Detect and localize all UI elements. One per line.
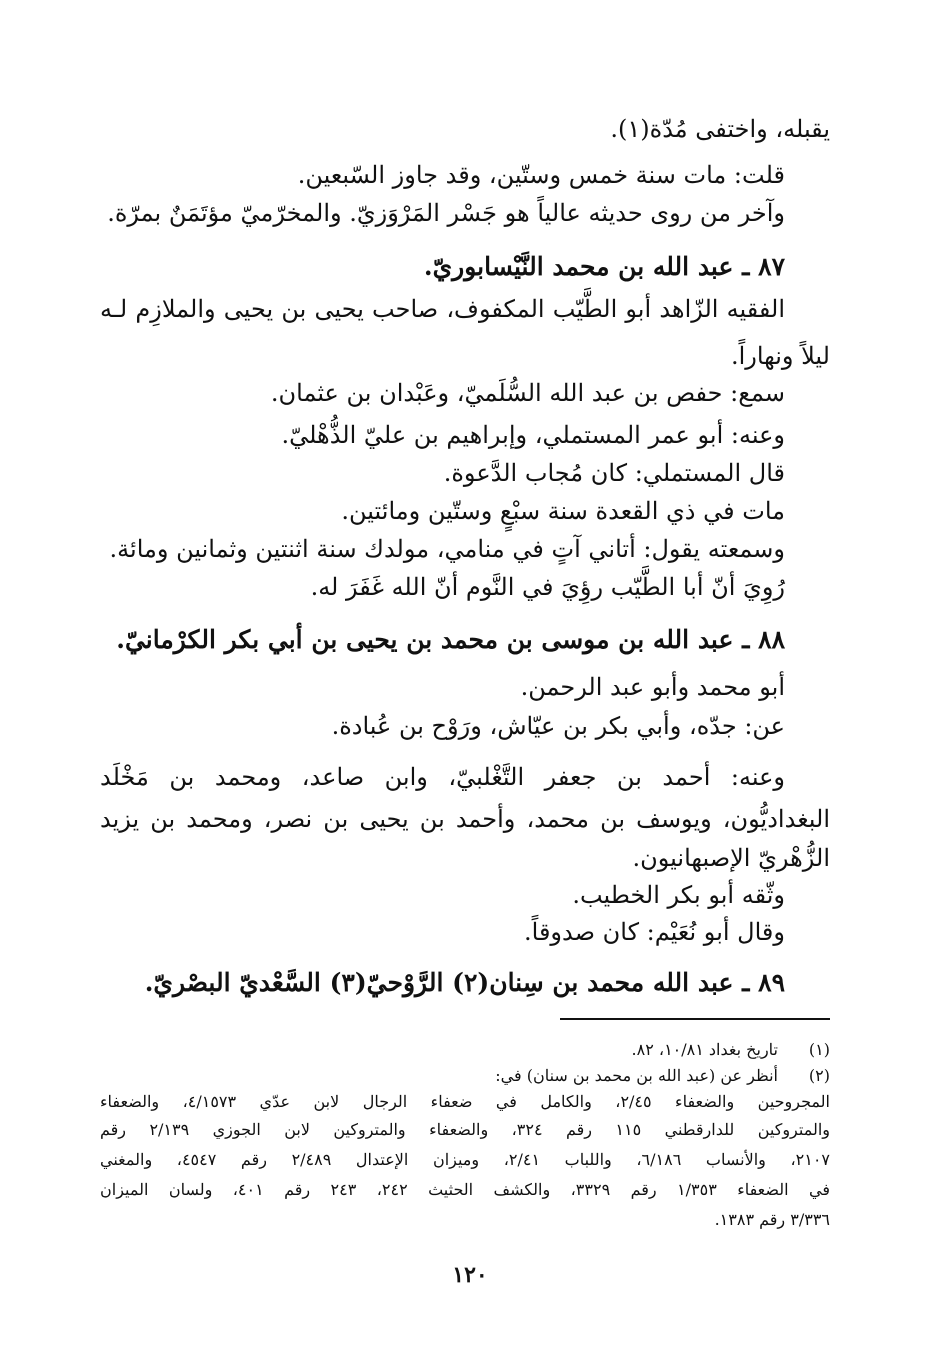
footnote-divider — [560, 1018, 830, 1020]
footnote-number: (٢) — [808, 1066, 830, 1085]
text-line: ليلاً ونهاراً. — [730, 342, 830, 370]
entry-heading-87: ٨٧ ـ عبد الله بن محمد النَّيْسابوريّ. — [423, 252, 785, 281]
entry-heading-88: ٨٨ ـ عبد الله بن موسى بن محمد بن يحيى بن أبي بكر الكرْمانيّ. — [116, 625, 785, 654]
text-line: قلت: مات سنة خمس وستّين، وقد جاوز السّبعين. — [297, 161, 785, 189]
text-line: وقال أبو نُعَيْم: كان صدوقاً. — [524, 918, 785, 946]
text-line: وعنه: أبو عمر المستملي، وإبراهيم بن عليّ الذُّهْليّ. — [281, 421, 785, 449]
footnote-text: في الضعفاء ١/٣٥٣ رقم ٣٣٢٩، والكشف الحثيث ٢٤٢، ٢٤٣ رقم ٤٠١، ولسان الميزان — [100, 1180, 830, 1199]
text-line: أبو محمد وأبو عبد الرحمن. — [520, 673, 785, 701]
text-line: وعنه: أحمد بن جعفر التَّغْلبيّ، وابن صاعد، ومحمد بن مَخْلَد — [100, 763, 785, 791]
text-line: وثّقه أبو بكر الخطيب. — [572, 881, 785, 909]
footnote-text: ٢١٠٧، والأنساب ٦/١٨٦، واللباب ٢/٤١، وميزان الإعتدال ٢/٤٨٩ رقم ٤٥٤٧، والمغني — [100, 1150, 831, 1169]
text-line: الزُّهْريّ الإصبهانيون. — [632, 844, 830, 872]
page-number: ١٢٠ — [452, 1262, 488, 1288]
footnote-number: (١) — [808, 1040, 830, 1059]
text-line: رُوِيَ أنّ أبا الطَّيّب رؤِيَ في النَّوم أنّ الله غَفَرَ له. — [310, 573, 785, 601]
text-line: البغداديُّون، ويوسف بن محمد، وأحمد بن يحيى بن نصر، ومحمد بن يزيد — [100, 805, 830, 833]
footnote-text: أنظر عن (عبد الله بن محمد بن سنان) في: — [495, 1066, 778, 1085]
text-line: وسمعته يقول: أتاني آتٍ في منامي، مولدك سنة اثنتين وثمانين ومائة. — [109, 535, 785, 563]
text-line: سمع: حفص بن عبد الله السُّلَميّ، وعَبْدان بن عثمان. — [270, 379, 785, 407]
footnote-text: المجروحين والضعفاء ٢/٤٥، والكامل في ضعفاء الرجال لابن عدّي ٤/١٥٧٣، والضعفاء — [100, 1092, 830, 1111]
footnote-text: تاريخ بغداد ١٠/٨١، ٨٢. — [631, 1040, 778, 1059]
text-line: يقبله، واختفى مُدّة(١). — [610, 115, 830, 143]
entry-heading-89: ٨٩ ـ عبد الله محمد بن سِنان(٢) الرَّوْحيّ(٣) السَّعْديّ البصْريّ. — [144, 968, 785, 997]
text-line: مات في ذي القعدة سنة سبْعٍ وستّين ومائتين. — [341, 497, 785, 525]
text-line: وآخر من روى حديثه عالياً هو جَسْر المَرْوَزيّ. والمخرّميّ مؤتَمَنٌ بمرّة. — [107, 199, 785, 227]
text-line: قال المستملي: كان مُجاب الدَّعوة. — [443, 459, 785, 487]
footnote-text: والمتروكين للدارقطني ١١٥ رقم ٣٢٤، والضعفاء والمتروكين لابن الجوزي ٢/١٣٩ رقم — [100, 1120, 831, 1139]
footnote-text: ٣/٣٣٦ رقم ١٣٨٣. — [714, 1210, 830, 1229]
text-line: عن: جدّه، وأبي بكر بن عيّاش، ورَوْح بن عُبادة. — [331, 712, 785, 740]
text-line: الفقيه الزّاهد أبو الطَّيّب المكفوف، صاحب يحيى بن يحيى والملازِم لـه — [100, 295, 785, 323]
